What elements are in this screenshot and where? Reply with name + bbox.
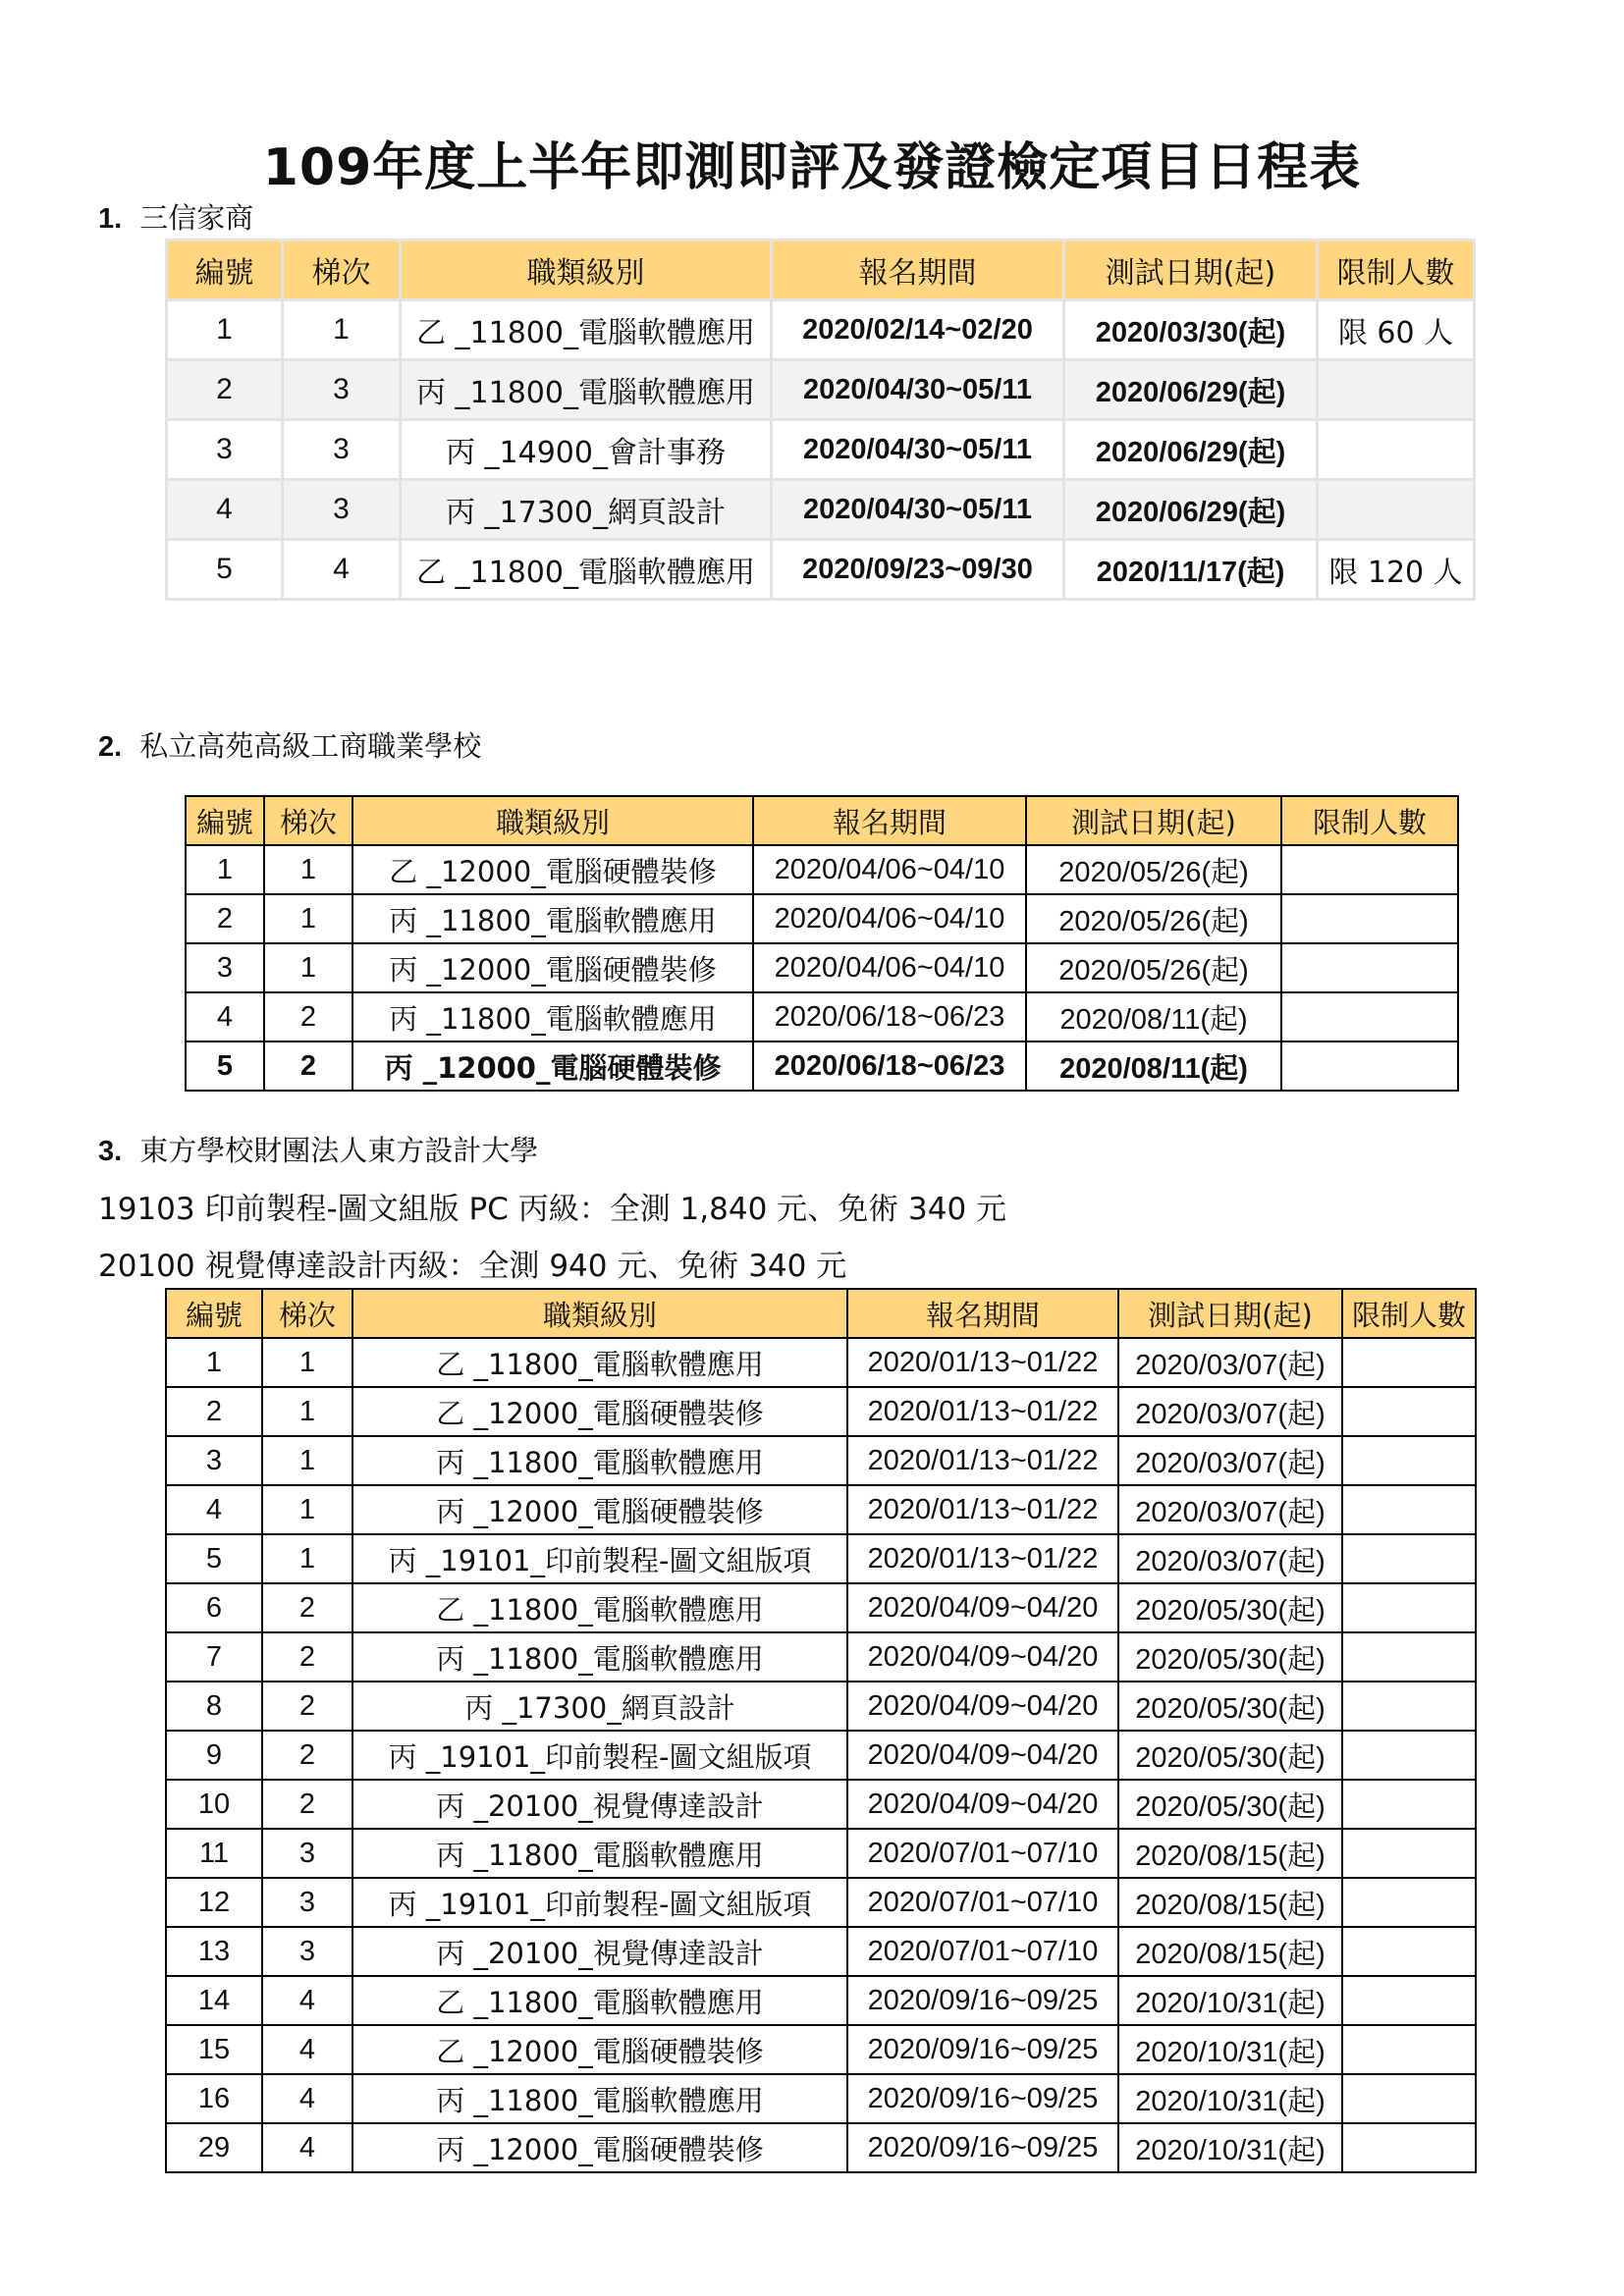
cell-limit <box>1342 2025 1476 2074</box>
cell-batch: 1 <box>262 1436 352 1485</box>
cell-id: 16 <box>166 2074 262 2123</box>
cell-registration-period: 2020/07/01~07/10 <box>847 1878 1118 1927</box>
cell-test-date: 2020/03/07(起) <box>1118 1485 1342 1534</box>
cell-registration-period: 2020/04/09~04/20 <box>847 1632 1118 1682</box>
cell-test-date: 2020/05/30(起) <box>1118 1583 1342 1632</box>
cell-id: 2 <box>186 894 264 943</box>
cell-batch: 1 <box>262 1534 352 1583</box>
cell-batch: 2 <box>262 1632 352 1682</box>
cell-batch: 2 <box>264 992 352 1041</box>
cell-category: 丙 _12000_電腦硬體裝修 <box>352 943 753 992</box>
section-heading-1 <box>98 196 253 237</box>
cell-category: 丙 _11800_電腦軟體應用 <box>352 1436 847 1485</box>
cell-limit <box>1342 1829 1476 1878</box>
table-row <box>167 300 1475 360</box>
schedule-table-2 <box>185 795 1459 1092</box>
cell-limit <box>1342 1583 1476 1632</box>
cell-registration-period: 2020/07/01~07/10 <box>847 1829 1118 1878</box>
cell-test-date: 2020/05/30(起) <box>1118 1731 1342 1780</box>
header-test-date: 測試日期(起) <box>1118 1289 1342 1338</box>
header-registration-period: 報名期間 <box>753 796 1026 845</box>
cell-category: 乙 _12000_電腦硬體裝修 <box>352 845 753 894</box>
cell-registration-period: 2020/01/13~01/22 <box>847 1387 1118 1436</box>
cell-batch: 4 <box>283 540 401 600</box>
table-row <box>186 1041 1458 1091</box>
cell-test-date: 2020/10/31(起) <box>1118 2025 1342 2074</box>
table-row <box>167 360 1475 420</box>
cell-batch: 1 <box>262 1387 352 1436</box>
cell-id: 4 <box>167 480 283 540</box>
cell-limit <box>1281 1041 1458 1091</box>
cell-test-date: 2020/03/07(起) <box>1118 1338 1342 1387</box>
table-row <box>166 2074 1476 2123</box>
cell-test-date: 2020/10/31(起) <box>1118 1976 1342 2025</box>
schedule-table-3 <box>165 1288 1477 2173</box>
cell-category: 乙 _11800_電腦軟體應用 <box>401 300 772 360</box>
cell-category: 乙 _12000_電腦硬體裝修 <box>352 2025 847 2074</box>
table-row <box>186 894 1458 943</box>
cell-id: 29 <box>166 2123 262 2172</box>
cell-limit <box>1342 1485 1476 1534</box>
table-row <box>166 1927 1476 1976</box>
cell-batch: 2 <box>262 1780 352 1829</box>
header-limit: 限制人數 <box>1342 1289 1476 1338</box>
cell-registration-period: 2020/04/30~05/11 <box>772 480 1064 540</box>
cell-category: 丙 _12000_電腦硬體裝修 <box>352 1485 847 1534</box>
cell-limit <box>1342 1878 1476 1927</box>
table-row <box>166 1731 1476 1780</box>
cell-batch: 1 <box>262 1485 352 1534</box>
cell-test-date: 2020/08/15(起) <box>1118 1927 1342 1976</box>
table-row <box>166 1632 1476 1682</box>
cell-id: 4 <box>166 1485 262 1534</box>
cell-registration-period: 2020/06/18~06/23 <box>753 1041 1026 1091</box>
cell-id: 14 <box>166 1976 262 2025</box>
cell-registration-period: 2020/04/06~04/10 <box>753 845 1026 894</box>
cell-limit <box>1281 992 1458 1041</box>
cell-category: 乙 _11800_電腦軟體應用 <box>352 1583 847 1632</box>
table-row <box>186 845 1458 894</box>
section-heading-2 <box>98 724 481 765</box>
cell-registration-period: 2020/01/13~01/22 <box>847 1436 1118 1485</box>
cell-category: 乙 _12000_電腦硬體裝修 <box>352 1387 847 1436</box>
cell-limit <box>1342 1534 1476 1583</box>
section-heading-3 <box>98 1129 538 1169</box>
cell-registration-period: 2020/04/09~04/20 <box>847 1583 1118 1632</box>
cell-category: 丙 _19101_印前製程-圖文組版項 <box>352 1878 847 1927</box>
cell-batch: 4 <box>262 2074 352 2123</box>
header-batch: 梯次 <box>283 240 401 300</box>
cell-test-date: 2020/05/26(起) <box>1026 943 1281 992</box>
header-registration-period: 報名期間 <box>847 1289 1118 1338</box>
cell-limit <box>1342 2074 1476 2123</box>
cell-id: 3 <box>167 420 283 480</box>
table-row <box>166 1976 1476 2025</box>
cell-id: 1 <box>166 1338 262 1387</box>
cell-registration-period: 2020/04/30~05/11 <box>772 360 1064 420</box>
section-number: 2. <box>98 731 123 763</box>
cell-limit <box>1281 943 1458 992</box>
cell-registration-period: 2020/09/16~09/25 <box>847 1976 1118 2025</box>
table-row <box>166 2123 1476 2172</box>
header-id: 編號 <box>167 240 283 300</box>
header-category: 職類級別 <box>401 240 772 300</box>
cell-batch: 3 <box>283 420 401 480</box>
fee-note-1: 19103 印前製程-圖文組版 PC 丙級：全測 1,840 元、免術 340 元 <box>98 1192 1007 1227</box>
cell-registration-period: 2020/01/13~01/22 <box>847 1485 1118 1534</box>
cell-category: 丙 _11800_電腦軟體應用 <box>352 1829 847 1878</box>
cell-registration-period: 2020/09/23~09/30 <box>772 540 1064 600</box>
cell-batch: 4 <box>262 2025 352 2074</box>
cell-test-date: 2020/10/31(起) <box>1118 2074 1342 2123</box>
table-row <box>166 1878 1476 1927</box>
cell-batch: 3 <box>283 480 401 540</box>
cell-limit <box>1342 1976 1476 2025</box>
cell-limit <box>1318 480 1475 540</box>
cell-category: 丙 _11800_電腦軟體應用 <box>352 992 753 1041</box>
cell-limit <box>1342 2123 1476 2172</box>
schedule-table-1 <box>165 239 1476 601</box>
cell-id: 2 <box>166 1387 262 1436</box>
table-header-row <box>186 796 1458 845</box>
cell-test-date: 2020/06/29(起) <box>1064 360 1318 420</box>
cell-category: 丙 _17300_網頁設計 <box>352 1682 847 1731</box>
cell-limit <box>1342 1436 1476 1485</box>
cell-limit <box>1342 1338 1476 1387</box>
cell-batch: 4 <box>262 2123 352 2172</box>
cell-registration-period: 2020/01/13~01/22 <box>847 1338 1118 1387</box>
cell-limit <box>1318 420 1475 480</box>
header-limit: 限制人數 <box>1318 240 1475 300</box>
cell-id: 12 <box>166 1878 262 1927</box>
table-row <box>166 1682 1476 1731</box>
cell-test-date: 2020/05/26(起) <box>1026 894 1281 943</box>
cell-registration-period: 2020/09/16~09/25 <box>847 2074 1118 2123</box>
cell-limit <box>1342 1387 1476 1436</box>
cell-test-date: 2020/08/15(起) <box>1118 1878 1342 1927</box>
fee-note-2: 20100 視覺傳達設計丙級：全測 940 元、免術 340 元 <box>98 1249 847 1284</box>
header-category: 職類級別 <box>352 1289 847 1338</box>
cell-limit <box>1342 1682 1476 1731</box>
cell-category: 丙 _20100_視覺傳達設計 <box>352 1927 847 1976</box>
section-name: 私立高苑高級工商職業學校 <box>139 729 482 763</box>
cell-batch: 1 <box>262 1338 352 1387</box>
cell-id: 10 <box>166 1780 262 1829</box>
cell-registration-period: 2020/02/14~02/20 <box>772 300 1064 360</box>
cell-batch: 3 <box>262 1829 352 1878</box>
cell-registration-period: 2020/04/30~05/11 <box>772 420 1064 480</box>
cell-category: 丙 _11800_電腦軟體應用 <box>352 2074 847 2123</box>
table-row <box>167 480 1475 540</box>
cell-test-date: 2020/03/07(起) <box>1118 1534 1342 1583</box>
cell-batch: 1 <box>264 894 352 943</box>
table-row <box>186 992 1458 1041</box>
table-header-row <box>166 1289 1476 1338</box>
header-batch: 梯次 <box>262 1289 352 1338</box>
header-test-date: 測試日期(起) <box>1026 796 1281 845</box>
cell-registration-period: 2020/04/09~04/20 <box>847 1780 1118 1829</box>
cell-test-date: 2020/03/30(起) <box>1064 300 1318 360</box>
cell-id: 11 <box>166 1829 262 1878</box>
cell-batch: 2 <box>262 1731 352 1780</box>
cell-limit <box>1281 894 1458 943</box>
cell-category: 丙 _11800_電腦軟體應用 <box>352 1632 847 1682</box>
section-number: 1. <box>98 203 123 235</box>
page-title: 109年度上半年即測即評及發證檢定項目日程表 <box>262 138 1362 197</box>
cell-limit <box>1281 845 1458 894</box>
cell-id: 1 <box>167 300 283 360</box>
cell-category: 丙 _11800_電腦軟體應用 <box>401 360 772 420</box>
table-row <box>166 2025 1476 2074</box>
table-row <box>166 1338 1476 1387</box>
cell-id: 5 <box>167 540 283 600</box>
cell-registration-period: 2020/09/16~09/25 <box>847 2123 1118 2172</box>
cell-id: 8 <box>166 1682 262 1731</box>
cell-batch: 1 <box>264 845 352 894</box>
cell-category: 丙 _19101_印前製程-圖文組版項 <box>352 1731 847 1780</box>
header-category: 職類級別 <box>352 796 753 845</box>
cell-test-date: 2020/11/17(起) <box>1064 540 1318 600</box>
cell-id: 13 <box>166 1927 262 1976</box>
cell-category: 丙 _17300_網頁設計 <box>401 480 772 540</box>
table-row <box>167 420 1475 480</box>
cell-limit <box>1342 1632 1476 1682</box>
cell-id: 5 <box>166 1534 262 1583</box>
cell-test-date: 2020/03/07(起) <box>1118 1387 1342 1436</box>
cell-batch: 4 <box>262 1976 352 2025</box>
cell-limit <box>1342 1780 1476 1829</box>
table-header-row <box>167 240 1475 300</box>
cell-limit: 限 60 人 <box>1318 300 1475 360</box>
cell-category: 丙 _12000_電腦硬體裝修 <box>352 2123 847 2172</box>
cell-id: 2 <box>167 360 283 420</box>
cell-category: 丙 _14900_會計事務 <box>401 420 772 480</box>
cell-category: 丙 _20100_視覺傳達設計 <box>352 1780 847 1829</box>
cell-category: 丙 _12000_電腦硬體裝修 <box>352 1041 753 1091</box>
table-row <box>166 1387 1476 1436</box>
cell-batch: 2 <box>264 1041 352 1091</box>
cell-registration-period: 2020/04/09~04/20 <box>847 1682 1118 1731</box>
table-row <box>166 1485 1476 1534</box>
section-name: 三信家商 <box>139 201 254 235</box>
cell-batch: 2 <box>262 1682 352 1731</box>
cell-test-date: 2020/05/30(起) <box>1118 1780 1342 1829</box>
cell-limit <box>1342 1927 1476 1976</box>
cell-limit <box>1342 1731 1476 1780</box>
cell-limit: 限 120 人 <box>1318 540 1475 600</box>
table-row <box>166 1436 1476 1485</box>
cell-test-date: 2020/06/29(起) <box>1064 420 1318 480</box>
header-id: 編號 <box>186 796 264 845</box>
cell-batch: 1 <box>283 300 401 360</box>
cell-batch: 3 <box>262 1878 352 1927</box>
cell-test-date: 2020/05/30(起) <box>1118 1682 1342 1731</box>
cell-id: 9 <box>166 1731 262 1780</box>
table-row <box>167 540 1475 600</box>
table-row <box>186 943 1458 992</box>
cell-batch: 3 <box>283 360 401 420</box>
cell-registration-period: 2020/01/13~01/22 <box>847 1534 1118 1583</box>
cell-test-date: 2020/05/26(起) <box>1026 845 1281 894</box>
cell-id: 7 <box>166 1632 262 1682</box>
cell-batch: 1 <box>264 943 352 992</box>
header-id: 編號 <box>166 1289 262 1338</box>
cell-registration-period: 2020/07/01~07/10 <box>847 1927 1118 1976</box>
cell-test-date: 2020/05/30(起) <box>1118 1632 1342 1682</box>
cell-registration-period: 2020/09/16~09/25 <box>847 2025 1118 2074</box>
cell-test-date: 2020/03/07(起) <box>1118 1436 1342 1485</box>
table-row <box>166 1829 1476 1878</box>
cell-registration-period: 2020/04/06~04/10 <box>753 943 1026 992</box>
header-limit: 限制人數 <box>1281 796 1458 845</box>
section-name: 東方學校財團法人東方設計大學 <box>139 1134 539 1167</box>
cell-batch: 3 <box>262 1927 352 1976</box>
cell-test-date: 2020/08/11(起) <box>1026 992 1281 1041</box>
cell-id: 4 <box>186 992 264 1041</box>
header-batch: 梯次 <box>264 796 352 845</box>
cell-id: 6 <box>166 1583 262 1632</box>
cell-id: 15 <box>166 2025 262 2074</box>
cell-test-date: 2020/06/29(起) <box>1064 480 1318 540</box>
cell-id: 3 <box>186 943 264 992</box>
cell-registration-period: 2020/04/09~04/20 <box>847 1731 1118 1780</box>
cell-id: 1 <box>186 845 264 894</box>
cell-test-date: 2020/10/31(起) <box>1118 2123 1342 2172</box>
cell-registration-period: 2020/06/18~06/23 <box>753 992 1026 1041</box>
table-row <box>166 1780 1476 1829</box>
cell-category: 乙 _11800_電腦軟體應用 <box>352 1338 847 1387</box>
cell-limit <box>1318 360 1475 420</box>
cell-test-date: 2020/08/15(起) <box>1118 1829 1342 1878</box>
header-test-date: 測試日期(起) <box>1064 240 1318 300</box>
cell-category: 乙 _11800_電腦軟體應用 <box>352 1976 847 2025</box>
cell-test-date: 2020/08/11(起) <box>1026 1041 1281 1091</box>
table-row <box>166 1534 1476 1583</box>
cell-id: 3 <box>166 1436 262 1485</box>
table-row <box>166 1583 1476 1632</box>
cell-batch: 2 <box>262 1583 352 1632</box>
header-registration-period: 報名期間 <box>772 240 1064 300</box>
cell-category: 丙 _19101_印前製程-圖文組版項 <box>352 1534 847 1583</box>
cell-registration-period: 2020/04/06~04/10 <box>753 894 1026 943</box>
cell-category: 乙 _11800_電腦軟體應用 <box>401 540 772 600</box>
section-number: 3. <box>98 1136 123 1167</box>
cell-id: 5 <box>186 1041 264 1091</box>
cell-category: 丙 _11800_電腦軟體應用 <box>352 894 753 943</box>
